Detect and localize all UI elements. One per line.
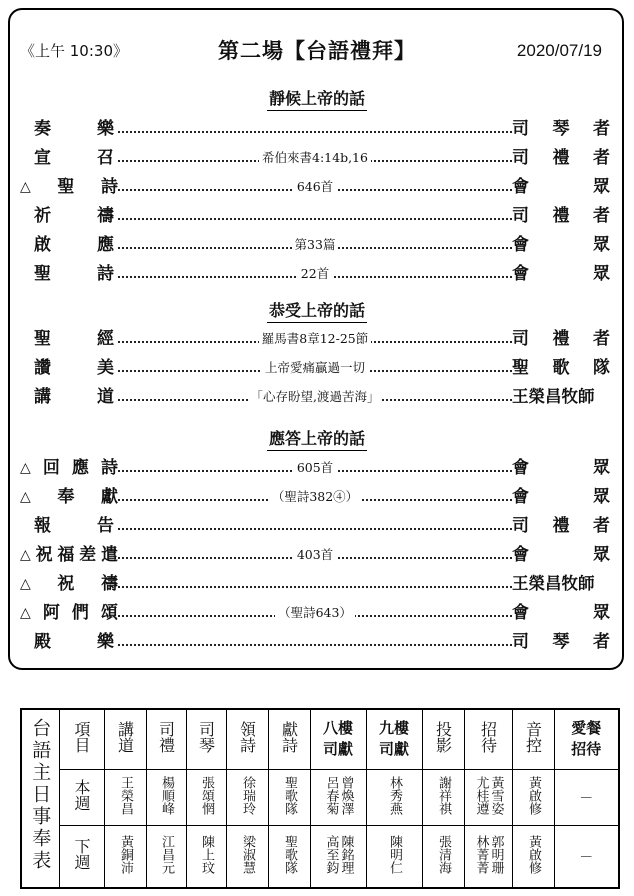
item-detail-text: 羅馬書8章12-25節 xyxy=(259,331,372,346)
item-detail-text: 403首 xyxy=(294,547,336,562)
program-row xyxy=(20,145,610,171)
label-char: 奉 xyxy=(57,487,75,507)
roster-week-text: 下週 xyxy=(72,838,91,871)
roster-name: 楊順峰 xyxy=(159,775,174,815)
section-heading-text: 靜候上帝的話 xyxy=(267,86,367,111)
leader-dots xyxy=(118,644,512,646)
roster-cell-names xyxy=(282,776,296,815)
roster-cell xyxy=(104,769,146,825)
roster-name: 梁淑慧 xyxy=(240,835,255,875)
program-row xyxy=(20,484,610,510)
label-char: 報 xyxy=(34,516,51,536)
roster-name: 張清海 xyxy=(436,835,451,875)
item-label xyxy=(20,455,118,481)
label-char: 道 xyxy=(97,387,114,407)
roster-name: 張頌惘 xyxy=(199,775,214,815)
roster-column-header-text: 八樓司獻 xyxy=(322,719,353,759)
leader-char: 昌 xyxy=(545,387,562,406)
leader-char: 會 xyxy=(512,235,529,255)
roster-header-label xyxy=(59,709,104,769)
leader-char: 者 xyxy=(593,119,610,139)
leader-char: 會 xyxy=(512,177,529,197)
roster-name: 呂春菊 xyxy=(323,775,339,815)
item-detail-text: （聖詩643） xyxy=(275,605,355,620)
roster-name: 謝祥祺 xyxy=(436,775,451,815)
label-char: 祝 xyxy=(35,545,53,565)
leader-char: 師 xyxy=(578,574,595,593)
item-detail xyxy=(118,542,512,568)
roster-name: 江昌元 xyxy=(159,835,174,875)
leader-char: 會 xyxy=(512,487,529,507)
roster-column-header-text: 領詩 xyxy=(237,720,257,753)
label-char: 禱 xyxy=(101,574,118,594)
roster-cell xyxy=(366,826,422,888)
item-leader xyxy=(512,484,610,510)
roster-column-header xyxy=(104,709,146,769)
roster-cell-names xyxy=(526,835,540,874)
item-leader xyxy=(512,600,610,626)
congregation-stand-mark: △ xyxy=(20,460,31,476)
item-detail-text: 希伯來書4:14b,16 xyxy=(259,150,371,165)
item-detail-text: 22首 xyxy=(298,266,332,281)
roster-column-header xyxy=(422,709,464,769)
leader-char: 禮 xyxy=(552,206,570,226)
roster-name: 王榮昌 xyxy=(118,775,133,815)
roster-cell xyxy=(554,826,619,888)
item-leader xyxy=(512,455,610,481)
leader-char: 會 xyxy=(512,458,529,478)
roster-cell-names xyxy=(387,776,401,815)
leader-char: 眾 xyxy=(593,235,610,255)
leader-char: 司 xyxy=(512,206,529,226)
item-label xyxy=(20,355,118,381)
program-row xyxy=(20,355,610,381)
roster-name: 高至鈞 xyxy=(323,835,339,875)
leader-char: 司 xyxy=(512,119,529,139)
leader-char: 眾 xyxy=(593,177,610,197)
roster-column-header xyxy=(146,709,186,769)
program-row xyxy=(20,629,610,655)
section-heading-text: 應答上帝的話 xyxy=(267,426,367,451)
page-title: 第二場【台語禮拜】 xyxy=(218,39,416,63)
program-row xyxy=(20,116,610,142)
label-char: 應 xyxy=(97,235,114,255)
item-detail xyxy=(118,174,512,200)
leader-char: 禮 xyxy=(552,148,570,168)
label-char: 詩 xyxy=(100,458,118,478)
roster-week xyxy=(59,826,104,888)
program-row xyxy=(20,571,610,597)
roster-title xyxy=(21,709,59,888)
roster-cell-names xyxy=(526,776,540,815)
item-detail xyxy=(118,384,512,410)
roster-cell xyxy=(464,826,512,888)
item-label xyxy=(20,629,118,655)
item-detail-text: 646首 xyxy=(294,179,336,194)
item-leader xyxy=(512,203,610,229)
roster-cell-names xyxy=(199,776,213,815)
roster-column-header xyxy=(366,709,422,769)
section-heading-text: 恭受上帝的話 xyxy=(267,298,367,323)
leader-char: 禮 xyxy=(552,516,570,536)
roster-cell xyxy=(422,769,464,825)
item-label xyxy=(20,145,118,171)
roster-name: 黃銅沛 xyxy=(118,835,133,875)
item-label xyxy=(20,261,118,287)
roster-cell xyxy=(512,769,554,825)
roster-name: 黃啟修 xyxy=(526,775,541,815)
roster-column-header-text: 獻詩 xyxy=(279,720,299,753)
label-char: 樂 xyxy=(97,119,114,139)
label-char: 聖 xyxy=(34,329,51,349)
roster-name: 黃啟修 xyxy=(526,835,541,875)
leader-char: 隊 xyxy=(593,358,610,378)
roster-column-header-text: 講道 xyxy=(115,720,135,753)
roster-name: 徐瑞玲 xyxy=(240,775,255,815)
leader-char: 琴 xyxy=(552,119,570,139)
program-row xyxy=(20,455,610,481)
roster-name: 黃雪姿 xyxy=(488,775,504,815)
roster-name: 曾煥澤 xyxy=(338,775,354,815)
roster-column-header-text: 司禮 xyxy=(156,720,176,753)
item-leader xyxy=(512,116,610,142)
roster-name: 陳明仁 xyxy=(387,835,402,875)
leader-char: 眾 xyxy=(593,545,610,565)
label-char: 殿 xyxy=(34,632,51,652)
leader-char: 聖 xyxy=(512,358,529,378)
label-char: 遣 xyxy=(100,545,118,565)
leader-char: 會 xyxy=(512,545,529,565)
leader-dots xyxy=(118,528,512,530)
item-detail xyxy=(118,145,512,171)
roster-cell-names xyxy=(324,776,353,815)
roster-cell-names xyxy=(436,776,450,815)
roster-column-header-text: 投影 xyxy=(433,720,453,753)
label-char: 讚 xyxy=(34,358,51,378)
roster-name: 聖歌隊 xyxy=(282,775,297,815)
roster-cell xyxy=(310,769,366,825)
item-label xyxy=(20,542,118,568)
item-detail xyxy=(118,326,512,352)
roster-cell xyxy=(186,769,226,825)
roster-cell-names xyxy=(159,776,173,815)
label-char: 獻 xyxy=(101,487,118,507)
label-char: 聖 xyxy=(57,177,75,197)
roster-column-header xyxy=(310,709,366,769)
item-label xyxy=(20,116,118,142)
leader-char: 者 xyxy=(593,329,610,349)
roster-column-header-text: 司琴 xyxy=(196,720,216,753)
label-char: 告 xyxy=(97,516,114,536)
leader-char: 昌 xyxy=(545,574,562,593)
label-char: 禱 xyxy=(97,206,114,226)
roster-cell xyxy=(226,826,268,888)
leader-char: 師 xyxy=(578,387,595,406)
leader-char: 牧 xyxy=(561,387,578,406)
leader-char: 琴 xyxy=(552,632,570,652)
service-time: 《上午 10:30》 xyxy=(20,42,128,60)
congregation-stand-mark: △ xyxy=(20,547,31,563)
leader-char: 眾 xyxy=(593,458,610,478)
item-detail xyxy=(118,455,512,481)
leader-char: 眾 xyxy=(593,487,610,507)
leader-char: 禮 xyxy=(552,329,570,349)
label-char: 講 xyxy=(34,387,51,407)
leader-char: 司 xyxy=(512,148,529,168)
congregation-stand-mark: △ xyxy=(20,489,31,505)
label-char: 聖 xyxy=(34,264,51,284)
label-char: 頌 xyxy=(100,603,118,623)
label-char: 詩 xyxy=(97,264,114,284)
congregation-stand-mark: △ xyxy=(20,605,31,621)
item-detail-text: （聖詩382④） xyxy=(269,489,361,504)
item-label xyxy=(20,326,118,352)
label-char: 召 xyxy=(97,148,114,168)
item-detail-text: 「心存盼望,渡過苦海」 xyxy=(248,389,383,404)
program-row xyxy=(20,326,610,352)
roster-column-header-text: 九樓司獻 xyxy=(378,719,409,759)
leader-dots xyxy=(118,586,512,588)
roster-title-text: 台語主日事奉表 xyxy=(29,717,52,872)
roster-cell-names xyxy=(474,835,503,874)
item-detail xyxy=(118,484,512,510)
label-char: 阿 xyxy=(42,603,60,623)
label-char: 們 xyxy=(71,603,89,623)
item-detail-text: 上帝愛痛贏過一切 xyxy=(262,360,368,375)
label-char: 樂 xyxy=(97,632,114,652)
roster-cell xyxy=(186,826,226,888)
congregation-stand-mark: △ xyxy=(20,576,31,592)
label-char: 福 xyxy=(57,545,75,565)
roster-header-label-text: 項目 xyxy=(72,720,91,753)
item-label xyxy=(20,384,118,410)
leader-char: 司 xyxy=(512,329,529,349)
roster-cell-names xyxy=(118,835,132,874)
program-row xyxy=(20,174,610,200)
roster-cell-names xyxy=(324,835,353,874)
item-detail xyxy=(118,355,512,381)
roster-column-header xyxy=(226,709,268,769)
roster-column-header-text: 愛餐招待 xyxy=(571,719,602,759)
roster-name: 陳銘理 xyxy=(338,835,354,875)
leader-char: 司 xyxy=(512,632,529,652)
item-label xyxy=(20,484,118,510)
roster-cell xyxy=(104,826,146,888)
roster-cell-names xyxy=(240,835,254,874)
roster-name: 郭明珊 xyxy=(488,835,504,875)
label-char: 宣 xyxy=(34,148,51,168)
label-char: 詩 xyxy=(101,177,118,197)
roster-column-header xyxy=(554,709,619,769)
leader-char: 者 xyxy=(593,148,610,168)
roster-column-header xyxy=(186,709,226,769)
leader-char: 王 xyxy=(512,387,529,406)
leader-char: 眾 xyxy=(593,264,610,284)
roster-cell xyxy=(310,826,366,888)
item-detail-text: 605首 xyxy=(294,460,336,475)
item-label xyxy=(20,174,118,200)
label-char: 啟 xyxy=(34,235,51,255)
roster-cell-names xyxy=(474,776,503,815)
label-char: 美 xyxy=(97,358,114,378)
roster-cell xyxy=(464,769,512,825)
item-label xyxy=(20,232,118,258)
label-char: 奏 xyxy=(34,119,51,139)
item-leader xyxy=(512,629,610,655)
roster-name: 尤桂遵 xyxy=(473,775,489,815)
label-char: 回 xyxy=(42,458,60,478)
roster-column-header xyxy=(512,709,554,769)
roster-cell-names xyxy=(282,835,296,874)
roster-name: 聖歌隊 xyxy=(282,835,297,875)
roster-name: － xyxy=(579,790,594,807)
leader-char: 眾 xyxy=(593,603,610,623)
duty-roster-table xyxy=(20,708,620,889)
roster-cell-names xyxy=(159,835,173,874)
roster-cell xyxy=(422,826,464,888)
program-row xyxy=(20,600,610,626)
roster-cell xyxy=(512,826,554,888)
roster-column-header-text: 招待 xyxy=(478,720,498,753)
item-label xyxy=(20,513,118,539)
service-date: 2020/07/19 xyxy=(516,41,602,60)
leader-char: 歌 xyxy=(552,358,570,378)
leader-char: 會 xyxy=(512,264,529,284)
leader-char: 牧 xyxy=(561,574,578,593)
roster-cell xyxy=(554,769,619,825)
label-char: 應 xyxy=(71,458,89,478)
label-char: 經 xyxy=(97,329,114,349)
leader-char: 司 xyxy=(512,516,529,536)
item-leader xyxy=(512,145,610,171)
section-heading xyxy=(0,298,634,323)
leader-char: 會 xyxy=(512,603,529,623)
leader-char: 榮 xyxy=(528,387,545,406)
program-row xyxy=(20,384,610,410)
roster-name: 林菁菁 xyxy=(473,835,489,875)
item-detail-text: 第33篇 xyxy=(292,237,339,252)
item-label xyxy=(20,600,118,626)
roster-cell-names xyxy=(579,851,593,865)
roster-column-header xyxy=(464,709,512,769)
item-label xyxy=(20,571,118,597)
item-leader xyxy=(512,384,610,410)
item-leader xyxy=(512,261,610,287)
roster-column-header-text: 音控 xyxy=(523,720,543,753)
roster-week-text: 本週 xyxy=(72,778,91,811)
roster-week xyxy=(59,769,104,825)
item-leader xyxy=(512,571,610,597)
label-char: 差 xyxy=(79,545,97,565)
roster-cell-names xyxy=(387,835,401,874)
roster-cell-names xyxy=(240,776,254,815)
roster-column-header xyxy=(268,709,310,769)
item-detail xyxy=(118,261,512,287)
leader-char: 榮 xyxy=(528,574,545,593)
program-row xyxy=(20,261,610,287)
roster-cell-names xyxy=(118,776,132,815)
roster-cell xyxy=(226,769,268,825)
label-char: 祝 xyxy=(57,574,75,594)
roster-cell xyxy=(146,769,186,825)
item-label xyxy=(20,203,118,229)
leader-char: 者 xyxy=(593,632,610,652)
item-detail xyxy=(118,232,512,258)
program-row xyxy=(20,232,610,258)
leader-char: 者 xyxy=(593,206,610,226)
roster-name: － xyxy=(579,850,594,867)
roster-cell-names xyxy=(436,835,450,874)
section-heading xyxy=(0,426,634,451)
item-leader xyxy=(512,355,610,381)
program-row xyxy=(20,513,610,539)
item-leader xyxy=(512,513,610,539)
item-leader xyxy=(512,174,610,200)
congregation-stand-mark: △ xyxy=(20,179,31,195)
leader-dots xyxy=(118,218,512,220)
roster-cell xyxy=(268,826,310,888)
program-row xyxy=(20,542,610,568)
item-leader xyxy=(512,326,610,352)
program-row xyxy=(20,203,610,229)
item-leader xyxy=(512,542,610,568)
roster-name: 陳上玟 xyxy=(199,835,214,875)
leader-char: 王 xyxy=(512,574,529,593)
roster-cell-names xyxy=(199,835,213,874)
leader-dots xyxy=(118,131,512,133)
roster-cell xyxy=(268,769,310,825)
label-char: 祈 xyxy=(34,206,51,226)
roster-cell xyxy=(146,826,186,888)
leader-char: 者 xyxy=(593,516,610,536)
item-detail xyxy=(118,600,512,626)
roster-cell-names xyxy=(579,792,593,806)
roster-name: 林秀燕 xyxy=(387,775,402,815)
item-leader xyxy=(512,232,610,258)
section-heading xyxy=(0,86,634,111)
roster-cell xyxy=(366,769,422,825)
